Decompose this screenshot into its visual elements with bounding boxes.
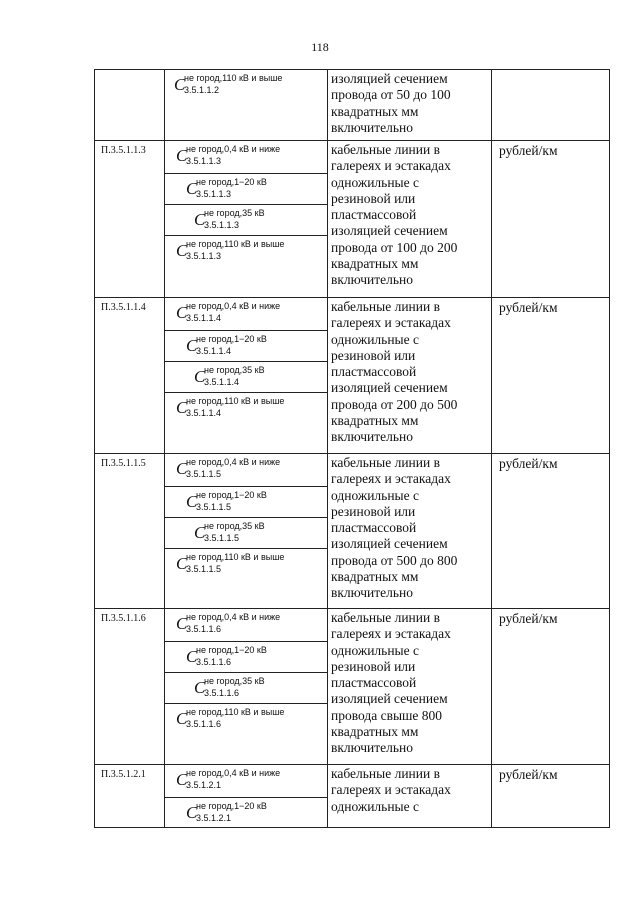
symbol-subscript: 3.5.1.2.1 (186, 780, 222, 790)
row-unit: рублей/км (499, 767, 558, 782)
symbol-subscript: 3.5.1.2.1 (196, 813, 232, 823)
symbol-cell (164, 235, 328, 298)
row-description: кабельные линии в галереях и эстакадах одножильные с резиновой или пластмассовой изоляцией сечением провода от 500 до 800 квадратных мм включительно (331, 455, 458, 601)
symbol-superscript: не город,0,4 кВ и ниже (186, 301, 281, 311)
row-code: П.3.5.1.1.5 (101, 458, 146, 469)
symbol-subscript: 3.5.1.1.4 (204, 377, 240, 387)
symbol-base: C (186, 492, 198, 511)
symbol-superscript: не город,0,4 кВ и ниже (186, 768, 281, 778)
symbol-superscript: не город,0,4 кВ и ниже (186, 612, 281, 622)
page-number: 118 (311, 40, 329, 54)
symbol-subscript: 3.5.1.1.2 (184, 85, 220, 95)
symbol-base: C (194, 210, 206, 229)
symbol-cell (164, 204, 328, 235)
symbol-base: C (194, 367, 206, 386)
symbol-cell (164, 141, 328, 173)
symbol-cell (164, 486, 328, 517)
row-code: П.3.5.1.1.6 (101, 613, 146, 624)
symbol-cell (164, 517, 328, 548)
symbol-superscript: не город,1−20 кВ (196, 801, 267, 811)
row-code: П.3.5.1.1.3 (101, 145, 146, 156)
symbol-cell (164, 548, 328, 609)
symbol-base: C (176, 770, 188, 789)
symbol-cell (164, 330, 328, 361)
symbol-superscript: не город,1−20 кВ (196, 177, 267, 187)
symbol-cell (164, 361, 328, 392)
symbol-subscript: 3.5.1.1.4 (196, 346, 232, 356)
table-row (95, 453, 609, 608)
row-description: кабельные линии в галереях и эстакадах одножильные с резиновой или пластмассовой изоляцией сечением провода свыше 800 квадратных мм включительно (331, 610, 451, 756)
symbol-base: C (186, 803, 198, 822)
row-code: П.3.5.1.2.1 (101, 769, 146, 780)
row-code: П.3.5.1.1.4 (101, 302, 146, 313)
symbol-superscript: не город,35 кВ (204, 365, 265, 375)
symbol-superscript: не город,110 кВ и выше (186, 707, 285, 717)
symbol-base: C (176, 554, 188, 573)
row-description: изоляцией сечением провода от 50 до 100 квадратных мм включительно (331, 71, 451, 135)
symbol-cell (164, 70, 328, 140)
symbol-subscript: 3.5.1.1.6 (204, 688, 240, 698)
table-row (95, 140, 609, 297)
symbol-subscript: 3.5.1.1.5 (204, 533, 240, 543)
symbol-cell (164, 797, 328, 828)
symbol-cell (164, 298, 328, 330)
symbol-subscript: 3.5.1.1.5 (186, 469, 222, 479)
symbol-subscript: 3.5.1.1.3 (204, 220, 240, 230)
symbol-subscript: 3.5.1.1.6 (196, 657, 232, 667)
row-description: кабельные линии в галереях и эстакадах одножильные с резиновой или пластмассовой изоляцией сечением провода от 200 до 500 квадратных мм включительно (331, 299, 458, 445)
symbol-subscript: 3.5.1.1.4 (186, 313, 222, 323)
symbol-base: C (176, 459, 188, 478)
table-row (95, 297, 609, 453)
symbol-base: C (194, 523, 206, 542)
symbol-superscript: не город,1−20 кВ (196, 334, 267, 344)
symbol-subscript: 3.5.1.1.4 (186, 408, 222, 418)
row-unit: рублей/км (499, 456, 558, 471)
symbol-base: C (186, 179, 198, 198)
symbol-superscript: не город,110 кВ и выше (184, 73, 283, 83)
symbol-superscript: не город,35 кВ (204, 208, 265, 218)
symbol-subscript: 3.5.1.1.3 (186, 251, 222, 261)
table-row (95, 70, 609, 140)
symbol-base: C (186, 336, 198, 355)
symbol-superscript: не город,110 кВ и выше (186, 396, 285, 406)
row-unit: рублей/км (499, 611, 558, 626)
symbol-cell (164, 765, 328, 797)
symbol-subscript: 3.5.1.1.3 (186, 156, 222, 166)
table-row (95, 608, 609, 764)
symbol-superscript: не город,1−20 кВ (196, 645, 267, 655)
symbol-subscript: 3.5.1.1.3 (196, 189, 232, 199)
row-unit: рублей/км (499, 300, 558, 315)
row-description: кабельные линии в галереях и эстакадах одножильные с резиновой или пластмассовой изоляцией сечением провода от 100 до 200 квадратных мм включительно (331, 142, 458, 288)
row-description: кабельные линии в галереях и эстакадах одножильные с (331, 766, 451, 814)
symbol-subscript: 3.5.1.1.6 (186, 719, 222, 729)
symbol-superscript: не город,0,4 кВ и ниже (186, 144, 281, 154)
symbol-cell (164, 392, 328, 454)
symbol-superscript: не город,35 кВ (204, 676, 265, 686)
symbol-cell (164, 454, 328, 486)
symbol-cell (164, 641, 328, 672)
symbol-superscript: не город,0,4 кВ и ниже (186, 457, 281, 467)
symbol-superscript: не город,110 кВ и выше (186, 552, 285, 562)
symbol-base: C (176, 398, 188, 417)
symbol-subscript: 3.5.1.1.5 (196, 502, 232, 512)
symbol-superscript: не город,35 кВ (204, 521, 265, 531)
symbol-base: C (176, 614, 188, 633)
symbol-cell (164, 173, 328, 204)
symbol-cell (164, 672, 328, 703)
symbol-base: C (194, 678, 206, 697)
symbol-superscript: не город,110 кВ и выше (186, 239, 285, 249)
symbol-base: C (176, 303, 188, 322)
row-unit: рублей/км (499, 143, 558, 158)
symbol-cell (164, 703, 328, 765)
symbol-base: C (186, 647, 198, 666)
symbol-base: C (176, 146, 188, 165)
rates-table (94, 69, 610, 828)
symbol-base: C (174, 75, 186, 94)
table-row (95, 764, 609, 827)
symbol-superscript: не город,1−20 кВ (196, 490, 267, 500)
symbol-cell (164, 609, 328, 641)
symbol-base: C (176, 241, 188, 260)
symbol-base: C (176, 709, 188, 728)
symbol-subscript: 3.5.1.1.5 (186, 564, 222, 574)
symbol-subscript: 3.5.1.1.6 (186, 624, 222, 634)
